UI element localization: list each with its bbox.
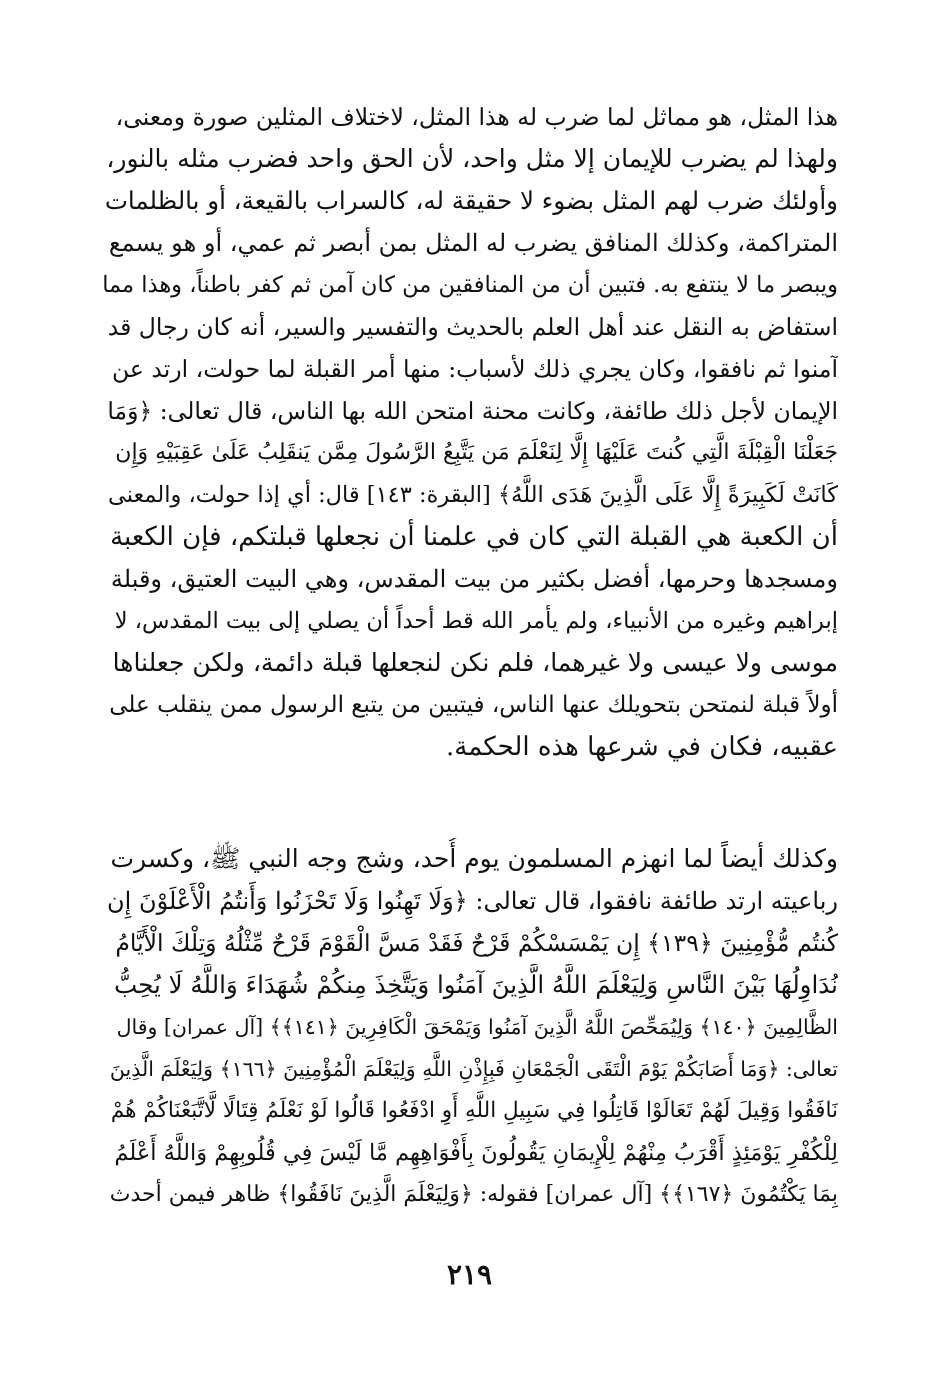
text-line: الإيمان لأجل ذلك طائفة، وكانت محنة امتحن الله بها الناس، قال تعالى: ﴿وَمَا — [107, 397, 838, 425]
paragraph-1 — [102, 96, 838, 768]
text-line: وأولئك ضرب لهم المثل بضوء لا حقيقة له، كالسراب بالقيعة، أو بالظلمات — [104, 186, 838, 215]
quran-verse-line: كَانَتْ لَكَبِيرَةً إِلَّا عَلَى الَّذِينَ هَدَى اللَّهُ﴾ [البقرة: ١٤٣] قال: أي إذا حولت، والمعنى — [107, 482, 838, 508]
quran-verse-line: لِلْكُفْرِ يَوْمَئِذٍ أَقْرَبُ مِنْهُمْ لِلْإِيمَانِ يَقُولُونَ بِأَفْوَاهِهِم مَّا لَيْسَ فِي قُلُوبِهِمْ وَاللَّهُ أَعْلَمُ — [114, 1140, 838, 1166]
quran-verse-line: كُنتُم مُّؤْمِنِينَ ﴿١٣٩﴾ إِن يَمْسَسْكُمْ قَرْحٌ فَقَدْ مَسَّ الْقَوْمَ قَرْحٌ مِّثْلُهُ وَتِلْكَ الْأَيَّامُ — [115, 929, 838, 957]
text-line: المتراكمة، وكذلك المنافق يضرب له المثل بمن أبصر ثم عمي، أو هو يسمع — [108, 229, 838, 257]
text-line: إبراهيم وغيره من الأنبياء، ولم يأمر الله قط أحداً أن يصلي إلى بيت المقدس، لا — [114, 608, 838, 634]
quran-verse-line: بِمَا يَكْتُمُونَ ﴿١٦٧﴾﴾ [آل عمران] فقوله: ﴿وَلِيَعْلَمَ الَّذِينَ نَافَقُوا﴾ ظاهر فيمن أحدث — [109, 1182, 838, 1207]
quran-verse-line: تعالى: ﴿وَمَا أَصَابَكُمْ يَوْمَ الْتَقَى الْجَمْعَانِ فَبِإِذْنِ اللَّهِ وَلِيَعْلَمَ الْمُؤْمِنِينَ ﴿١٦٦﴾ وَلِيَعْلَمَ الَّذِينَ — [109, 1057, 838, 1081]
quran-verse-line: الظَّالِمِينَ ﴿١٤٠﴾ وَلِيُمَحِّصَ اللَّهُ الَّذِينَ آمَنُوا وَيَمْحَقَ الْكَافِرِينَ ﴿١٤١﴾﴾ [آل عمران] وقال — [116, 1015, 838, 1039]
quran-verse-line: نَافَقُوا وَقِيلَ لَهُمْ تَعَالَوْا قَاتِلُوا فِي سَبِيلِ اللَّهِ أَوِ ادْفَعُوا قَالُوا لَوْ نَعْلَمُ قِتَالًا لَّاتَّبَعْنَاكُمْ هُمْ — [110, 1098, 838, 1123]
text-line: ولهذا لم يضرب للإيمان إلا مثل واحد، لأن الحق واحد فضرب مثله بالنور، — [106, 144, 838, 173]
text-line: هذا المثل، هو مماثل لما ضرب له هذا المثل، لاختلاف المثلين صورة ومعنى، — [115, 103, 838, 131]
text-line: أولاً قبلة لنمتحن بتحويلك عنها الناس، فيتبين من يتبع الرسول ممن ينقلب على — [109, 692, 838, 718]
text-line: عقبيه، فكان في شرعها هذه الحكمة. — [446, 732, 838, 762]
quran-verse-line: نُدَاوِلُهَا بَيْنَ النَّاسِ وَلِيَعْلَمَ اللَّهُ الَّذِينَ آمَنُوا وَيَتَّخِذَ مِنكُمْ شُهَدَاءَ وَاللَّهُ لَا يُحِبُّ — [114, 970, 838, 999]
text-line: موسى ولا عيسى ولا غيرهما، فلم نكن لنجعلها قبلة دائمة، ولكن جعلناها — [112, 648, 838, 677]
page-number: ٢١٩ — [446, 1258, 493, 1291]
text-line: استفاض به النقل عند أهل العلم بالحديث والتفسير والسير، أنه كان رجال قد — [107, 313, 838, 341]
text-line: آمنوا ثم نافقوا، وكان يجري ذلك لأسباب: منها أمر القبلة لما حولت، ارتد عن — [112, 355, 838, 383]
paragraph-2 — [102, 838, 838, 1216]
quran-verse-line: جَعَلْنَا الْقِبْلَةَ الَّتِي كُنتَ عَلَيْهَا إِلَّا لِنَعْلَمَ مَن يَتَّبِعُ الرَّسُولَ مِمَّن يَنقَلِبُ عَلَىٰ عَقِبَيْهِ وَإِن — [115, 440, 838, 465]
text-line: ومسجدها وحرمها، أفضل بكثير من بيت المقدس، وهي البيت العتيق، وقبلة — [110, 565, 838, 593]
text-line: أن الكعبة هي القبلة التي كان في علمنا أن نجعلها قبلتكم، فإن الكعبة — [110, 522, 838, 552]
quran-verse-line: رباعيته ارتد طائفة نافقوا، قال تعالى: ﴿وَلَا تَهِنُوا وَلَا تَحْزَنُوا وَأَنتُمُ الْأَعْلَوْنَ إِن — [107, 887, 838, 915]
text-line: وكذلك أيضاً لما انهزم المسلمون يوم أُحد، وشج وجه النبي ﷺ، وكسرت — [110, 844, 838, 873]
text-line: ويبصر ما لا ينتفع به. فتبين أن من المنافقين من كان آمن ثم كفر باطناً، وهذا مما — [102, 272, 838, 298]
